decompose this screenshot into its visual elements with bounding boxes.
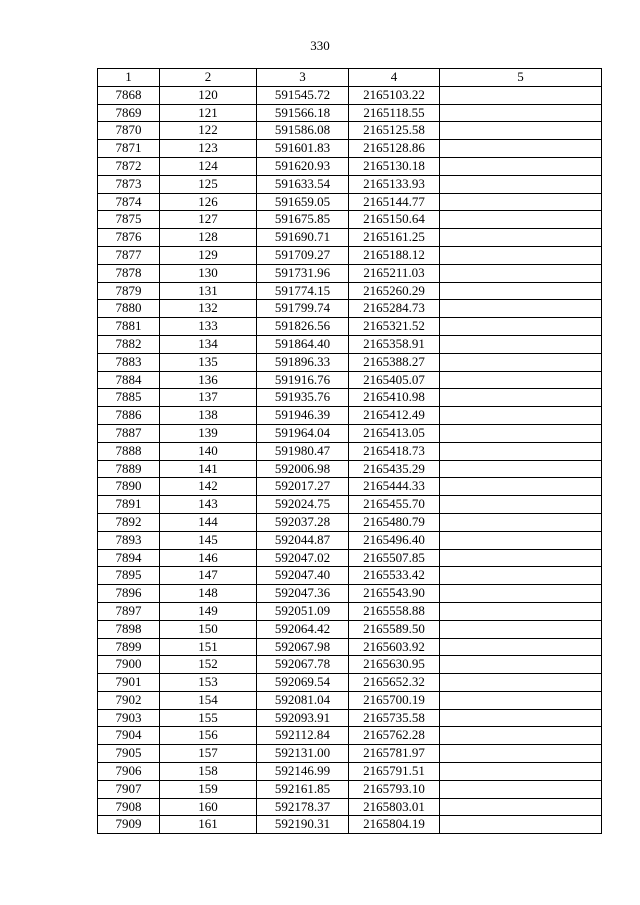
table-cell: 2165410.98 [349, 389, 440, 407]
table-cell [440, 175, 602, 193]
table-cell: 137 [160, 389, 257, 407]
table-cell: 147 [160, 567, 257, 585]
table-cell: 592081.04 [257, 691, 349, 709]
table-row [98, 353, 602, 371]
table-cell [440, 371, 602, 389]
table-cell: 7887 [98, 424, 160, 442]
table-cell: 2165133.93 [349, 175, 440, 193]
table-cell: 591545.72 [257, 86, 349, 104]
table-cell: 592131.00 [257, 745, 349, 763]
table-cell [440, 389, 602, 407]
table-cell: 134 [160, 335, 257, 353]
page-number: 330 [310, 38, 330, 53]
table-cell: 7875 [98, 211, 160, 229]
table-row [98, 122, 602, 140]
table-cell: 2165358.91 [349, 335, 440, 353]
table-row [98, 318, 602, 336]
table-cell: 7882 [98, 335, 160, 353]
table-cell: 129 [160, 246, 257, 264]
table-row [98, 86, 602, 104]
table-row [98, 104, 602, 122]
column-header: 3 [257, 69, 349, 87]
table-cell [440, 798, 602, 816]
table-cell: 592093.91 [257, 709, 349, 727]
table-cell: 138 [160, 407, 257, 425]
table-cell: 592017.27 [257, 478, 349, 496]
table-cell [440, 727, 602, 745]
table-cell: 591964.04 [257, 424, 349, 442]
table-cell: 591935.76 [257, 389, 349, 407]
table-cell: 128 [160, 229, 257, 247]
table-cell [440, 531, 602, 549]
table-cell: 2165762.28 [349, 727, 440, 745]
table-cell [440, 407, 602, 425]
table-row [98, 442, 602, 460]
table-cell: 2165388.27 [349, 353, 440, 371]
table-cell: 2165130.18 [349, 157, 440, 175]
table-cell: 136 [160, 371, 257, 389]
table-row [98, 567, 602, 585]
table-cell [440, 140, 602, 158]
table-cell: 139 [160, 424, 257, 442]
table-cell: 151 [160, 638, 257, 656]
table-cell: 591690.71 [257, 229, 349, 247]
table-cell: 7890 [98, 478, 160, 496]
table-cell: 2165211.03 [349, 264, 440, 282]
table-cell [440, 229, 602, 247]
table-row [98, 602, 602, 620]
table-row [98, 389, 602, 407]
table-cell: 7905 [98, 745, 160, 763]
table-cell [440, 157, 602, 175]
table-row [98, 300, 602, 318]
table-cell: 133 [160, 318, 257, 336]
table-cell: 126 [160, 193, 257, 211]
table-cell: 7881 [98, 318, 160, 336]
table-row [98, 424, 602, 442]
table-cell: 591826.56 [257, 318, 349, 336]
table-row [98, 780, 602, 798]
table-cell: 7871 [98, 140, 160, 158]
table-cell: 7873 [98, 175, 160, 193]
table-cell: 2165144.77 [349, 193, 440, 211]
table-cell [440, 816, 602, 834]
table-cell: 2165125.58 [349, 122, 440, 140]
table-cell: 7880 [98, 300, 160, 318]
table-cell: 2165405.07 [349, 371, 440, 389]
table-cell: 592161.85 [257, 780, 349, 798]
table-row [98, 175, 602, 193]
table-cell: 142 [160, 478, 257, 496]
table-cell: 7891 [98, 496, 160, 514]
table-cell: 7877 [98, 246, 160, 264]
table-cell: 2165150.64 [349, 211, 440, 229]
table-cell [440, 318, 602, 336]
table-row [98, 478, 602, 496]
table-cell: 158 [160, 763, 257, 781]
table-cell: 7903 [98, 709, 160, 727]
table-row [98, 798, 602, 816]
column-header: 4 [349, 69, 440, 87]
table-cell: 135 [160, 353, 257, 371]
table-cell: 7894 [98, 549, 160, 567]
table-cell: 7901 [98, 674, 160, 692]
table-cell: 2165412.49 [349, 407, 440, 425]
table-row [98, 549, 602, 567]
table-cell: 592047.40 [257, 567, 349, 585]
table-cell: 143 [160, 496, 257, 514]
table-cell: 154 [160, 691, 257, 709]
table-cell: 2165735.58 [349, 709, 440, 727]
column-header: 1 [98, 69, 160, 87]
table-cell: 592006.98 [257, 460, 349, 478]
table-cell [440, 86, 602, 104]
table-cell: 7893 [98, 531, 160, 549]
table-cell: 591896.33 [257, 353, 349, 371]
table-cell: 150 [160, 620, 257, 638]
table-cell: 592112.84 [257, 727, 349, 745]
table-cell: 124 [160, 157, 257, 175]
table-cell: 7898 [98, 620, 160, 638]
table-cell: 592051.09 [257, 602, 349, 620]
table-cell: 7904 [98, 727, 160, 745]
table-cell: 2165321.52 [349, 318, 440, 336]
table-cell: 127 [160, 211, 257, 229]
table-cell: 591980.47 [257, 442, 349, 460]
table-row [98, 691, 602, 709]
table-cell: 161 [160, 816, 257, 834]
table-cell: 591946.39 [257, 407, 349, 425]
table-cell: 2165418.73 [349, 442, 440, 460]
table-row [98, 371, 602, 389]
table-cell: 2165533.42 [349, 567, 440, 585]
table-cell: 7900 [98, 656, 160, 674]
table-cell: 592047.02 [257, 549, 349, 567]
table-cell: 7906 [98, 763, 160, 781]
table-cell: 592146.99 [257, 763, 349, 781]
table-cell: 7889 [98, 460, 160, 478]
table-cell: 122 [160, 122, 257, 140]
table-cell: 2165793.10 [349, 780, 440, 798]
table-cell: 145 [160, 531, 257, 549]
table-cell: 7886 [98, 407, 160, 425]
table-cell [440, 709, 602, 727]
table-cell: 2165543.90 [349, 585, 440, 603]
table-cell [440, 335, 602, 353]
table-cell: 140 [160, 442, 257, 460]
table-cell: 592024.75 [257, 496, 349, 514]
table-cell: 7883 [98, 353, 160, 371]
table-cell: 7878 [98, 264, 160, 282]
column-header: 2 [160, 69, 257, 87]
table-cell: 7869 [98, 104, 160, 122]
table-cell [440, 478, 602, 496]
table-cell: 155 [160, 709, 257, 727]
table-cell: 144 [160, 513, 257, 531]
table-cell [440, 763, 602, 781]
table-cell: 2165630.95 [349, 656, 440, 674]
table-row [98, 816, 602, 834]
table-cell: 591633.54 [257, 175, 349, 193]
table-cell: 2165284.73 [349, 300, 440, 318]
table-row [98, 656, 602, 674]
table-cell: 146 [160, 549, 257, 567]
table-row [98, 585, 602, 603]
table-cell: 132 [160, 300, 257, 318]
table-cell: 7879 [98, 282, 160, 300]
table-cell: 592069.54 [257, 674, 349, 692]
table-cell: 591774.15 [257, 282, 349, 300]
table-row [98, 246, 602, 264]
table-cell: 7884 [98, 371, 160, 389]
table-row [98, 745, 602, 763]
table-cell: 7870 [98, 122, 160, 140]
table-cell: 591709.27 [257, 246, 349, 264]
table-cell: 591620.93 [257, 157, 349, 175]
table-body [98, 86, 602, 833]
table-cell: 592047.36 [257, 585, 349, 603]
table-cell: 2165128.86 [349, 140, 440, 158]
table-cell: 2165507.85 [349, 549, 440, 567]
table-cell: 592067.98 [257, 638, 349, 656]
table-cell [440, 104, 602, 122]
table-cell: 2165435.29 [349, 460, 440, 478]
coordinates-table [97, 68, 602, 834]
table-cell: 7888 [98, 442, 160, 460]
table-row [98, 727, 602, 745]
table-row [98, 763, 602, 781]
table-cell: 2165804.19 [349, 816, 440, 834]
table-cell: 7909 [98, 816, 160, 834]
table-cell: 7896 [98, 585, 160, 603]
table-cell [440, 513, 602, 531]
table-cell: 2165161.25 [349, 229, 440, 247]
table-cell: 591586.08 [257, 122, 349, 140]
table-row [98, 460, 602, 478]
table-cell: 2165480.79 [349, 513, 440, 531]
table-row [98, 140, 602, 158]
table-cell: 2165496.40 [349, 531, 440, 549]
table-cell: 591731.96 [257, 264, 349, 282]
table-cell [440, 122, 602, 140]
table-cell [440, 656, 602, 674]
table-cell [440, 496, 602, 514]
table-cell [440, 620, 602, 638]
table-cell: 156 [160, 727, 257, 745]
column-header: 5 [440, 69, 602, 87]
table-cell: 7897 [98, 602, 160, 620]
table-row [98, 229, 602, 247]
table-cell [440, 549, 602, 567]
table-row [98, 211, 602, 229]
table-cell: 2165455.70 [349, 496, 440, 514]
table-cell: 7902 [98, 691, 160, 709]
table-cell [440, 567, 602, 585]
table-cell: 2165413.05 [349, 424, 440, 442]
table-cell [440, 424, 602, 442]
table-cell [440, 674, 602, 692]
table-cell: 2165188.12 [349, 246, 440, 264]
table-cell: 2165652.32 [349, 674, 440, 692]
table-row [98, 620, 602, 638]
table-row [98, 531, 602, 549]
table-cell: 591916.76 [257, 371, 349, 389]
table-cell [440, 460, 602, 478]
table-cell: 125 [160, 175, 257, 193]
table-cell: 2165803.01 [349, 798, 440, 816]
table-cell: 130 [160, 264, 257, 282]
table-row [98, 674, 602, 692]
table-cell [440, 585, 602, 603]
table-cell: 153 [160, 674, 257, 692]
table-cell: 120 [160, 86, 257, 104]
table-cell: 149 [160, 602, 257, 620]
table-cell: 2165603.92 [349, 638, 440, 656]
table-cell: 7868 [98, 86, 160, 104]
table-cell: 2165558.88 [349, 602, 440, 620]
table-cell: 7885 [98, 389, 160, 407]
table-cell: 2165103.22 [349, 86, 440, 104]
table-cell [440, 353, 602, 371]
table-cell: 591601.83 [257, 140, 349, 158]
table-cell: 592190.31 [257, 816, 349, 834]
table-row [98, 513, 602, 531]
table-cell: 2165118.55 [349, 104, 440, 122]
table-cell [440, 300, 602, 318]
table-cell: 591675.85 [257, 211, 349, 229]
table-cell [440, 211, 602, 229]
table-cell: 2165260.29 [349, 282, 440, 300]
table-cell: 7872 [98, 157, 160, 175]
table-cell: 7874 [98, 193, 160, 211]
table-cell [440, 745, 602, 763]
table-cell [440, 780, 602, 798]
table-cell: 159 [160, 780, 257, 798]
table-row [98, 157, 602, 175]
table-cell [440, 638, 602, 656]
table-row [98, 638, 602, 656]
table-cell: 592178.37 [257, 798, 349, 816]
table-cell: 591659.05 [257, 193, 349, 211]
table-row [98, 282, 602, 300]
table-cell: 160 [160, 798, 257, 816]
table-cell: 592037.28 [257, 513, 349, 531]
table-cell: 2165700.19 [349, 691, 440, 709]
table-cell: 2165444.33 [349, 478, 440, 496]
table-header-row [98, 69, 602, 87]
table-cell [440, 193, 602, 211]
table-row [98, 496, 602, 514]
table-cell: 7895 [98, 567, 160, 585]
table-cell: 592064.42 [257, 620, 349, 638]
table-cell [440, 602, 602, 620]
table-cell: 148 [160, 585, 257, 603]
table-cell [440, 442, 602, 460]
table-cell [440, 282, 602, 300]
table-cell: 152 [160, 656, 257, 674]
table-row [98, 709, 602, 727]
table-cell: 591864.40 [257, 335, 349, 353]
table-cell: 592067.78 [257, 656, 349, 674]
table-cell: 591566.18 [257, 104, 349, 122]
table-cell: 2165589.50 [349, 620, 440, 638]
table-cell: 7892 [98, 513, 160, 531]
table-cell: 592044.87 [257, 531, 349, 549]
table-row [98, 193, 602, 211]
table-cell: 7899 [98, 638, 160, 656]
table-cell: 131 [160, 282, 257, 300]
table-cell: 2165781.97 [349, 745, 440, 763]
table-cell: 2165791.51 [349, 763, 440, 781]
table-cell: 157 [160, 745, 257, 763]
table-row [98, 335, 602, 353]
table-cell: 7876 [98, 229, 160, 247]
table-row [98, 264, 602, 282]
table-cell: 7908 [98, 798, 160, 816]
table-cell [440, 246, 602, 264]
table-cell [440, 264, 602, 282]
table-row [98, 407, 602, 425]
table-cell [440, 691, 602, 709]
table-cell: 123 [160, 140, 257, 158]
table-cell: 141 [160, 460, 257, 478]
table-cell: 121 [160, 104, 257, 122]
table-cell: 7907 [98, 780, 160, 798]
table-cell: 591799.74 [257, 300, 349, 318]
